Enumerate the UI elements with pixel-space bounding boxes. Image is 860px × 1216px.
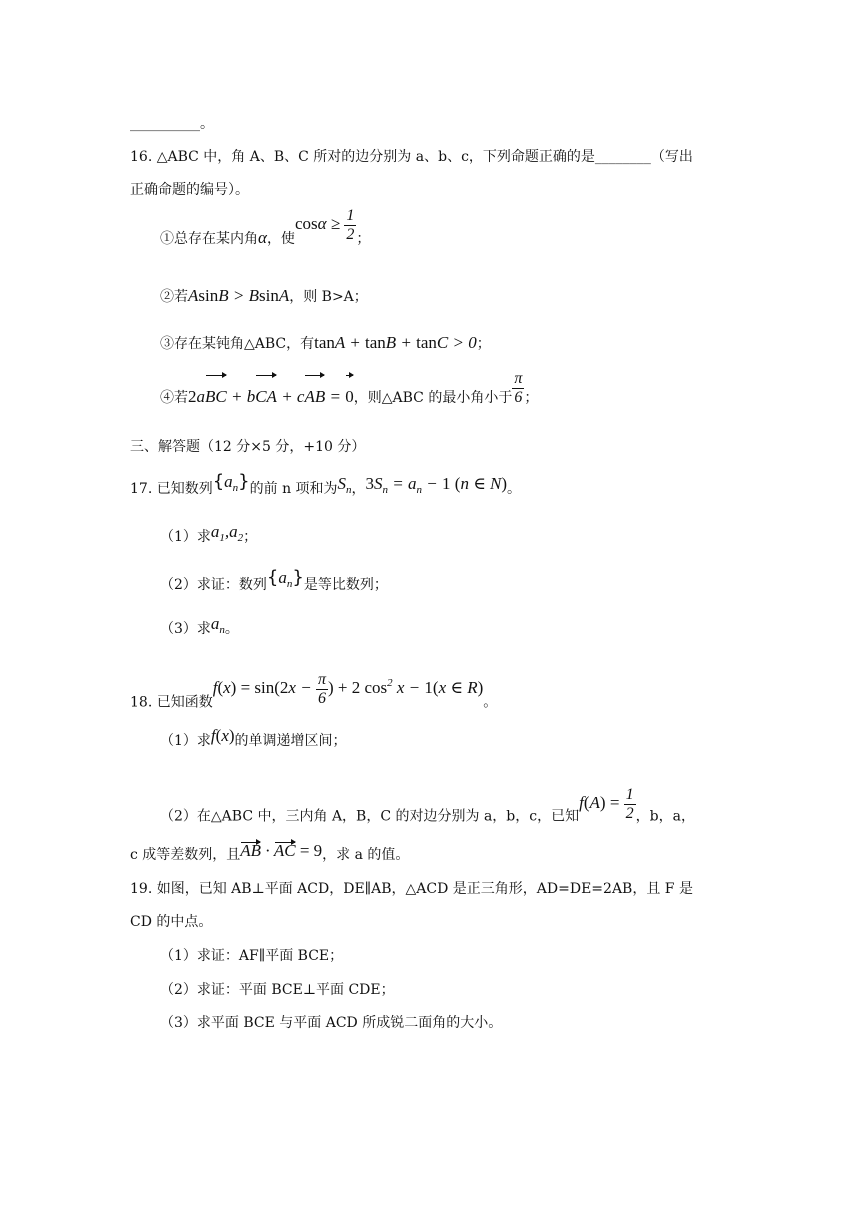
q17-end: 。 [507,481,522,497]
q18-sub1 [160,726,347,751]
q17-s3-pre: （3）求 [160,621,211,637]
q16-line1: 16. △ABC 中，角 A、B、C 所对的边分别为 a、b、c，下列命题正确的是________（写出 [130,149,693,165]
q18-s2-line2-end: ，求 a 的值。 [322,847,410,863]
pi-over-six: $\frac{\pi}{6}$ [514,369,523,406]
q17-relation: $3S_n = a_n - 1$ (n ∈ N) [365,474,508,496]
fx-symbol: f(x) [210,726,235,745]
q19-sub2: （2）求证：平面 BCE⊥平面 CDE； [160,982,395,998]
q16-prop4 [160,369,539,421]
q16-prop1 [160,206,371,259]
prop4-pre: ④若 [160,390,188,406]
prop2-pre: ②若 [160,289,188,305]
q18-sub2-line2 [130,841,410,865]
q18-s1-pre: （1）求 [160,733,211,749]
prop4-end: ； [524,390,539,406]
q16-prop3 [160,333,491,354]
q16-prop2 [160,286,368,307]
dot-product: AB · AC = 9 [240,841,323,860]
function-f: f(x) = sin(2x − $\frac{\pi}{6}$ ) + 2 $\cos^2 x - 1(x$ ∈ R) [212,671,484,707]
prop4-mid: ，则△ABC 的最小角小于 [353,390,513,406]
prop1-pre: ①总存在某内角 [160,231,258,247]
q18-s1-end: 的单调递增区间； [234,733,347,749]
q17-stem [130,471,522,504]
q17-sub1 [160,522,258,552]
q18-pre: 18. 已知函数 [130,694,213,711]
q18-end: 。 [483,694,498,711]
sine-inequality: AsinB > BsinA [188,286,290,305]
q17-mid1: 的前 n 项和为 [249,481,338,497]
q18-sub2 [160,786,695,835]
q17-sub3 [160,614,239,644]
section-heading: 三、解答题（12 分×5 分，+10 分） [130,439,366,455]
prop3-pre: ③存在某钝角△ABC，有 [160,336,315,352]
q17-sub2 [160,567,388,600]
prop1-end: ； [356,231,371,247]
q16-line2: 正确命题的编号）。 [130,182,249,198]
an-term: $a_n$ [210,614,225,636]
prop1-mid: ，使 [266,231,295,247]
q18-s2-end: ，b，a， [635,808,695,825]
q17-pre: 17. 已知数列 [130,481,213,497]
answer-blank: __________。 [130,116,214,132]
vector-equation: 2aBC + bCA + cAB = 0 [188,387,354,406]
q18-stem [130,671,498,721]
a1-a2: $a_1,a_2$ [210,522,244,544]
tan-sum-inequality: tanA + tanB + tanC > 0 [314,333,477,352]
q19-sub3: （3）求平面 BCE 与平面 ACD 所成锐二面角的大小。 [160,1015,503,1031]
q17-s1-pre: （1）求 [160,529,211,545]
alpha-symbol: α [258,228,267,247]
sum-sn: $S_n$ [337,474,352,496]
sequence-an-2: $\{a_n\}$ [266,567,304,590]
q18-s2-line2-pre: c 成等差数列，且 [130,847,241,863]
q17-s1-end: ； [243,529,258,545]
sequence-an: $\{a_n\}$ [212,471,250,494]
prop3-end: ； [476,336,491,352]
q17-s2-pre: （2）求证：数列 [160,577,267,593]
q17-mid2: ， [351,481,366,497]
q19-line2: CD 的中点。 [130,914,213,930]
cos-inequality: cosα ≥ $\frac{1}{2}$ [294,206,355,243]
q19-sub1: （1）求证：AF∥平面 BCE； [160,948,344,964]
q17-s3-end: 。 [224,621,239,637]
prop2-end: ，则 B>A； [289,289,368,305]
fA-value: f(A) = $\frac{1}{2}$ [579,786,634,822]
q17-s2-end: 是等比数列； [303,577,388,593]
q19-line1: 19. 如图，已知 AB⊥平面 ACD，DE∥AB，△ACD 是正三角形，AD=DE=2AB，且 F 是 [130,881,693,897]
q18-s2-pre: （2）在△ABC 中，三内角 A，B，C 的对边分别为 a，b，c，已知 [160,808,580,825]
